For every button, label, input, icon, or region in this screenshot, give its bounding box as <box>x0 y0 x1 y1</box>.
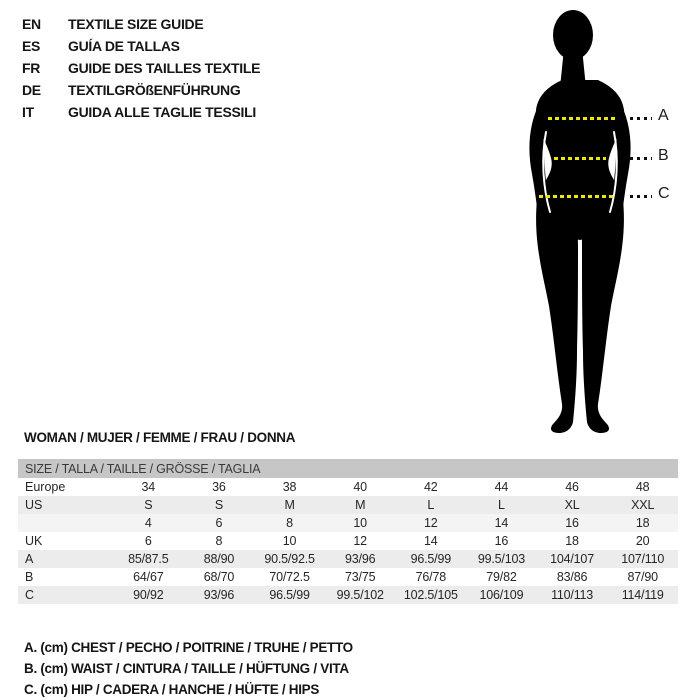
row-label: UK <box>25 534 43 548</box>
size-cell: 14 <box>494 516 509 530</box>
language-label: GUÍA DE TALLAS <box>68 38 180 54</box>
woman-silhouette <box>485 6 685 438</box>
table-row-c <box>18 586 678 604</box>
row-label: US <box>25 498 43 512</box>
measure-line-a-black <box>630 117 652 120</box>
size-cell: 46 <box>565 480 579 494</box>
measure-label-a: A <box>658 107 669 124</box>
measure-label-b: B <box>658 147 669 164</box>
size-cell: 83/86 <box>556 570 588 584</box>
size-cell: S <box>214 498 223 512</box>
measure-label-c: C <box>658 185 670 202</box>
size-cell: 6 <box>215 516 223 530</box>
size-cell: 38 <box>282 480 297 494</box>
legend-row: A. (cm) CHEST / PECHO / POITRINE / TRUHE / PETTO <box>24 640 353 655</box>
size-cell: L <box>498 498 505 512</box>
size-cell: 90.5/92.5 <box>264 552 315 566</box>
size-cell: 12 <box>424 516 438 530</box>
size-cell: 73/75 <box>345 570 376 584</box>
size-cell: 68/70 <box>203 570 235 584</box>
size-cell: 16 <box>494 534 509 548</box>
legend-row: B. (cm) WAIST / CINTURA / TAILLE / HÜFTUNG / VITA <box>24 661 349 676</box>
language-label: GUIDE DES TAILLES TEXTILE <box>68 60 261 76</box>
silhouette-left-leg <box>536 200 578 433</box>
language-code: IT <box>22 104 34 120</box>
language-label: TEXTILGRÖßENFÜHRUNG <box>68 82 241 98</box>
size-cell: 79/82 <box>486 570 517 584</box>
size-cell: 42 <box>424 480 438 494</box>
table-row-us <box>18 496 678 514</box>
size-cell: 8 <box>286 516 293 530</box>
size-cell: 90/92 <box>133 588 164 602</box>
size-cell: L <box>427 498 435 512</box>
size-table-body <box>18 478 678 604</box>
measure-line-a-yellow <box>548 117 616 120</box>
table-row-b <box>18 568 678 586</box>
table-row-us-numeric <box>18 514 678 532</box>
row-label: C <box>25 588 35 602</box>
size-cell: 93/96 <box>345 552 376 566</box>
size-cell: M <box>355 498 366 512</box>
size-cell: 64/67 <box>133 570 164 584</box>
size-cell: 76/78 <box>415 570 446 584</box>
silhouette-right-leg <box>582 200 624 433</box>
size-table <box>18 459 678 604</box>
size-cell: 104/107 <box>550 552 594 566</box>
size-cell: 10 <box>353 516 367 530</box>
size-cell: 102.5/105 <box>403 588 458 602</box>
measurement-legend <box>24 637 353 700</box>
language-code: ES <box>22 38 41 54</box>
table-row-a <box>18 550 678 568</box>
language-label: GUIDA ALLE TAGLIE TESSILI <box>68 104 256 120</box>
size-cell: 93/96 <box>203 588 235 602</box>
size-cell: 48 <box>635 480 650 494</box>
measure-line-c-black <box>630 195 652 198</box>
size-cell: XL <box>564 498 580 512</box>
size-cell: 14 <box>424 534 438 548</box>
size-cell: 107/110 <box>621 552 665 566</box>
size-cell: 6 <box>144 534 152 548</box>
row-label: A <box>25 552 34 566</box>
section-title: WOMAN / MUJER / FEMME / FRAU / DONNA <box>24 430 296 445</box>
size-cell: 110/113 <box>551 588 594 602</box>
size-cell: 88/90 <box>203 552 235 566</box>
size-cell: XXL <box>631 498 655 512</box>
size-cell: 85/87.5 <box>128 552 169 566</box>
measure-line-c-yellow <box>539 195 613 198</box>
table-row-uk <box>18 532 678 550</box>
size-cell: 114/119 <box>621 588 664 602</box>
size-cell: 34 <box>141 480 156 494</box>
size-cell: 36 <box>212 480 226 494</box>
size-cell: 96.5/99 <box>269 588 310 602</box>
measure-line-b-yellow <box>554 157 606 160</box>
row-label: B <box>25 570 34 584</box>
size-cell: 18 <box>635 516 650 530</box>
size-cell: 96.5/99 <box>410 552 451 566</box>
row-label: Europe <box>25 480 66 494</box>
legend-row: C. (cm) HIP / CADERA / HANCHE / HÜFTE / HIPS <box>24 682 320 697</box>
size-cell: 106/109 <box>479 588 524 602</box>
size-cell: S <box>144 498 153 512</box>
size-cell: 70/72.5 <box>269 570 310 584</box>
size-cell: 12 <box>353 534 367 548</box>
language-label: TEXTILE SIZE GUIDE <box>68 16 204 32</box>
size-cell: 8 <box>215 534 223 548</box>
size-cell: 99.5/103 <box>477 552 525 566</box>
size-cell: 10 <box>282 534 297 548</box>
size-cell: M <box>284 498 295 512</box>
table-row-europe <box>18 478 678 496</box>
size-cell: 87/90 <box>627 570 658 584</box>
size-cell: 18 <box>565 534 579 548</box>
size-table-header: SIZE / TALLA / TAILLE / GRÖSSE / TAGLIA <box>18 459 678 478</box>
size-cell: 40 <box>353 480 367 494</box>
size-cell: 44 <box>494 480 509 494</box>
size-cell: 99.5/102 <box>336 588 384 602</box>
language-code: EN <box>22 16 41 32</box>
size-cell: 16 <box>565 516 579 530</box>
measure-line-b-black <box>630 157 652 160</box>
size-cell: 20 <box>635 534 650 548</box>
language-code: FR <box>22 60 41 76</box>
language-code: DE <box>22 82 41 98</box>
size-cell: 4 <box>144 516 152 530</box>
